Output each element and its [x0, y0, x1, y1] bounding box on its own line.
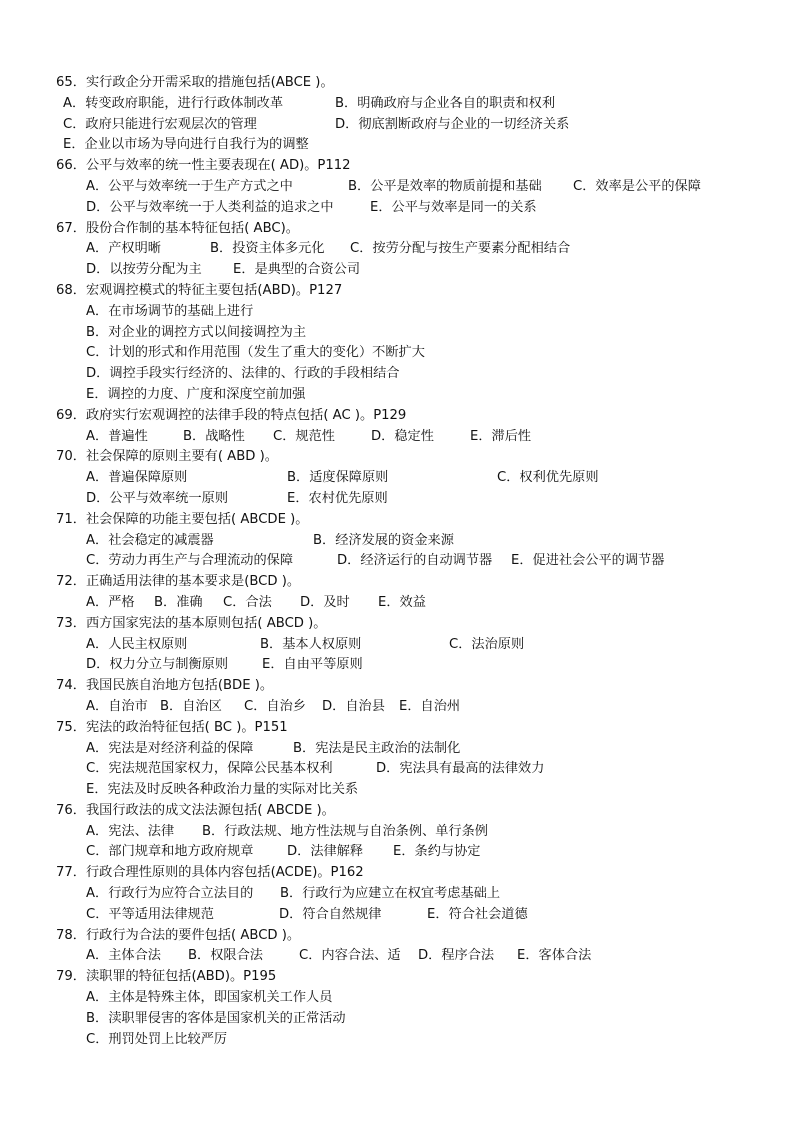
option-row — [0, 343, 794, 364]
question-stem: 68．宏观调控模式的特征主要包括(ABD)。P127 — [56, 282, 343, 298]
option-row — [0, 759, 794, 780]
answer-option: C．合法 — [223, 594, 272, 610]
answer-option: E．符合社会道德 — [427, 906, 528, 922]
question-stem: 79．渎职罪的特征包括(ABD)。P195 — [56, 969, 277, 985]
answer-option: C．自治乡 — [244, 698, 306, 714]
option-row — [0, 135, 794, 156]
answer-option: E．促进社会公平的调节器 — [511, 553, 665, 569]
question-stem: 67．股份合作制的基本特征包括( ABC)。 — [56, 220, 299, 236]
answer-option: A．主体合法 — [86, 948, 161, 964]
option-row — [0, 489, 794, 510]
answer-option: B．行政行为应建立在权宜考虑基础上 — [280, 886, 501, 902]
answer-option: A．人民主权原则 — [86, 636, 188, 652]
question-stem: 65．实行政企分开需采取的措施包括(ABCE )。 — [56, 75, 334, 90]
option-row — [0, 385, 794, 406]
answer-option: B．投资主体多元化 — [210, 241, 325, 257]
option-row — [0, 302, 794, 323]
answer-option: D．程序合法 — [418, 948, 495, 964]
option-row — [0, 551, 794, 572]
question-stem: 73．西方国家宪法的基本原则包括( ABCD )。 — [56, 615, 327, 631]
question-stem: 69．政府实行宏观调控的法律手段的特点包括( AC )。P129 — [56, 407, 407, 423]
answer-option: E．公平与效率是同一的关系 — [370, 199, 537, 215]
answer-option: C．按劳分配与按生产要素分配相结合 — [350, 241, 571, 257]
answer-option: E．自由平等原则 — [262, 657, 363, 673]
question-stem: 74．我国民族自治地方包括(BDE )。 — [56, 678, 274, 694]
answer-option: B．宪法是民主政治的法制化 — [293, 740, 461, 756]
answer-option: B．适度保障原则 — [287, 470, 389, 486]
answer-option: C．规范性 — [273, 428, 335, 444]
answer-option: A．转变政府职能，进行行政体制改革 — [63, 95, 284, 111]
option-row — [0, 635, 794, 656]
option-row — [0, 427, 794, 448]
question-stem: 66．公平与效率的统一性主要表现在( AD)。P112 — [56, 158, 351, 174]
option-row — [0, 531, 794, 552]
option-row — [0, 593, 794, 614]
answer-option: B．经济发展的资金来源 — [313, 532, 454, 548]
option-row — [0, 115, 794, 136]
answer-option: C．部门规章和地方政府规章 — [86, 844, 254, 860]
answer-option: D．权力分立与制衡原则 — [86, 657, 229, 673]
answer-option: D．以按劳分配为主 — [86, 262, 202, 278]
answer-option: A．在市场调节的基础上进行 — [86, 303, 254, 319]
question-stem: 72．正确适用法律的基本要求是(BCD )。 — [56, 574, 301, 590]
answer-option: E．是典型的合资公司 — [233, 262, 361, 278]
answer-option: B．自治区 — [160, 698, 222, 714]
option-row — [0, 198, 794, 219]
option-row — [0, 780, 794, 801]
exam-page — [0, 73, 794, 1050]
answer-option: E．调控的力度、广度和深度空前加强 — [86, 386, 306, 402]
answer-option: D．经济运行的自动调节器 — [337, 553, 493, 569]
answer-option: D．自治县 — [322, 698, 385, 714]
answer-option: E．客体合法 — [517, 948, 592, 964]
answer-option: E．企业以市场为导向进行自我行为的调整 — [63, 137, 309, 153]
option-row — [0, 884, 794, 905]
answer-option: B．战略性 — [183, 428, 245, 444]
option-row — [0, 1030, 794, 1051]
answer-option: A．主体是特殊主体，即国家机关工作人员 — [86, 990, 333, 1006]
answer-option: C．权利优先原则 — [497, 470, 599, 486]
answer-option: C．法治原则 — [449, 636, 525, 652]
answer-option: A．普遍保障原则 — [86, 470, 188, 486]
answer-option: D．彻底割断政府与企业的一切经济关系 — [335, 116, 570, 132]
option-row — [0, 94, 794, 115]
answer-option: E．效益 — [378, 594, 426, 610]
answer-option: B．公平是效率的物质前提和基础 — [348, 178, 542, 194]
option-row — [0, 177, 794, 198]
option-row — [0, 697, 794, 718]
answer-option: C．内容合法、适 — [299, 948, 401, 964]
question-stem: 71．社会保障的功能主要包括( ABCDE )。 — [56, 511, 309, 527]
option-row — [0, 239, 794, 260]
option-row — [0, 655, 794, 676]
answer-option: C．计划的形式和作用范围（发生了重大的变化）不断扩大 — [86, 345, 425, 361]
answer-option: A．行政行为应符合立法目的 — [86, 886, 254, 902]
question-stem: 70．社会保障的原则主要有( ABD )。 — [56, 449, 278, 465]
answer-option: E．滞后性 — [470, 428, 532, 444]
option-row — [0, 842, 794, 863]
answer-option: D．公平与效率统一于人类利益的追求之中 — [86, 199, 334, 215]
answer-option: A．自治市 — [86, 698, 148, 714]
answer-option: B．基本人权原则 — [260, 636, 362, 652]
answer-option: B．渎职罪侵害的客体是国家机关的正常活动 — [86, 1010, 346, 1026]
answer-option: B．权限合法 — [188, 948, 263, 964]
answer-option: C．平等适用法律规范 — [86, 906, 214, 922]
answer-option: C．效率是公平的保障 — [573, 178, 701, 194]
question-stem: 77．行政合理性原则的具体内容包括(ACDE)。P162 — [56, 865, 364, 881]
answer-option: D．公平与效率统一原则 — [86, 490, 229, 506]
answer-option: B．明确政府与企业各自的职责和权利 — [335, 95, 556, 111]
answer-option: D．及时 — [300, 594, 350, 610]
option-row — [0, 323, 794, 344]
option-row — [0, 468, 794, 489]
answer-option: A．普遍性 — [86, 428, 148, 444]
answer-option: E．宪法及时反映各种政治力量的实际对比关系 — [86, 782, 359, 798]
answer-option: E．农村优先原则 — [287, 490, 388, 506]
answer-option: C．劳动力再生产与合理流动的保障 — [86, 553, 294, 569]
answer-option: D．符合自然规律 — [279, 906, 382, 922]
answer-option: A．公平与效率统一于生产方式之中 — [86, 178, 293, 194]
answer-option: E．自治州 — [399, 698, 461, 714]
answer-option: B．对企业的调控方式以间接调控为主 — [86, 324, 307, 340]
question-stem: 76．我国行政法的成文法法源包括( ABCDE )。 — [56, 802, 335, 818]
answer-option: A．宪法是对经济利益的保障 — [86, 740, 254, 756]
option-row — [0, 905, 794, 926]
answer-option: A．社会稳定的减震器 — [86, 532, 214, 548]
answer-option: A．宪法、法律 — [86, 823, 175, 839]
question-stem: 78．行政行为合法的要件包括( ABCD )。 — [56, 927, 301, 943]
option-row — [0, 946, 794, 967]
answer-option: E．条约与协定 — [393, 844, 481, 860]
option-row — [0, 1009, 794, 1030]
answer-option: D．调控手段实行经济的、法律的、行政的手段相结合 — [86, 366, 400, 382]
option-row — [0, 988, 794, 1009]
answer-option: D．稳定性 — [371, 428, 434, 444]
question-stem: 75．宪法的政治特征包括( BC )。P151 — [56, 719, 288, 735]
option-row — [0, 260, 794, 281]
option-row — [0, 364, 794, 385]
answer-option: C．宪法规范国家权力，保障公民基本权利 — [86, 761, 333, 777]
answer-option: D．法律解释 — [287, 844, 364, 860]
answer-option: C．刑罚处罚上比较严厉 — [86, 1031, 228, 1047]
answer-option: A．严格 — [86, 594, 135, 610]
option-row — [0, 822, 794, 843]
answer-option: B．行政法规、地方性法规与自治条例、单行条例 — [202, 823, 488, 839]
option-row — [0, 739, 794, 760]
answer-option: A．产权明晰 — [86, 241, 161, 257]
answer-option: D．宪法具有最高的法律效力 — [376, 761, 545, 777]
answer-option: C．政府只能进行宏观层次的管理 — [63, 116, 257, 132]
answer-option: B．准确 — [154, 594, 203, 610]
